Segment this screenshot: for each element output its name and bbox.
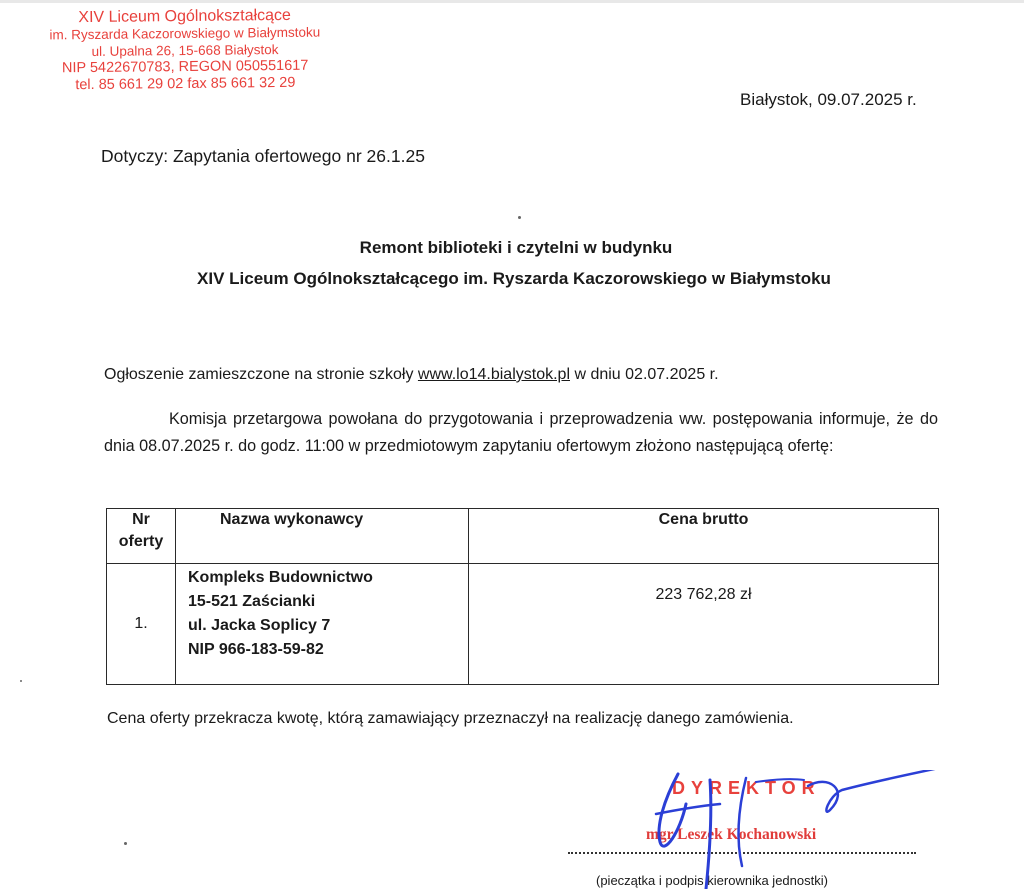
contractor-street: ul. Jacka Soplicy 7 [188,617,331,634]
stamp-school-name: XIV Liceum Ogólnokształcące [78,6,291,27]
handwritten-signature [560,770,960,889]
director-stamp-name: mgr Leszek Kochanowski [646,826,817,843]
signature-block [560,770,960,889]
offer-number: 1. [107,564,176,685]
stamp-ids: NIP 5422670783, REGON 050551617 [61,57,309,77]
stamp-patron: im. Ryszarda Kaczorowskiego w Białymstoku [49,24,321,43]
contractor-details [176,564,469,685]
commission-paragraph: Komisja przetargowa powołana do przygotowania i przeprowadzenia ww. postępowania informuje, że do dnia 08.07.2025 r. do godz. 11:00 w przedmiotowym zapytaniu ofertowym złożono następującą ofertę: [104,410,938,455]
contractor-name: Kompleks Budownictwo [188,569,373,586]
scan-top-edge [0,0,1024,3]
announcement-line [104,366,719,384]
document-title-line-1: Remont biblioteki i czytelni w budynku [359,238,673,257]
header-offer-number [107,509,176,564]
scan-speck [20,680,22,682]
header-gross-price: Cena brutto [469,509,939,564]
contractor-city: 15-521 Zaścianki [188,593,316,610]
school-stamp [30,6,341,94]
announcement-text-before: Ogłoszenie zamieszczone na stronie szkoły [104,366,418,383]
document-title-line-2: XIV Liceum Ogólnokształcącego im. Ryszarda Kaczorowskiego w Białymstoku [197,269,831,288]
header-nr-line-2: oferty [118,533,164,550]
stamp-phones: tel. 85 661 29 02 fax 85 661 32 29 [75,74,296,94]
table-row [107,564,939,685]
header-nr-line-1: Nr [132,511,150,528]
offer-price: 223 762,28 zł [469,564,939,685]
contractor-nip: NIP 966-183-59-82 [188,641,324,658]
conclusion-text: Cena oferty przekracza kwotę, którą zamawiający przeznaczył na realizację danego zamówienia. [107,710,794,727]
table-header-row [107,509,939,564]
header-contractor: Nazwa wykonawcy [176,509,469,564]
subject-line: Dotyczy: Zapytania ofertowego nr 26.1.25 [101,146,425,166]
scan-speck [518,216,521,219]
director-stamp-title: DYREKTOR [672,778,821,798]
offers-table [106,508,939,685]
scan-speck [124,842,127,845]
school-website-link[interactable]: www.lo14.bialystok.pl [417,366,570,383]
stamp-address: ul. Upalna 26, 15-668 Białystok [91,42,279,59]
signature-caption: (pieczątka i podpis kierownika jednostki) [596,873,828,888]
announcement-text-after: w dniu 02.07.2025 r. [570,366,719,383]
place-and-date: Białystok, 09.07.2025 r. [740,90,917,109]
